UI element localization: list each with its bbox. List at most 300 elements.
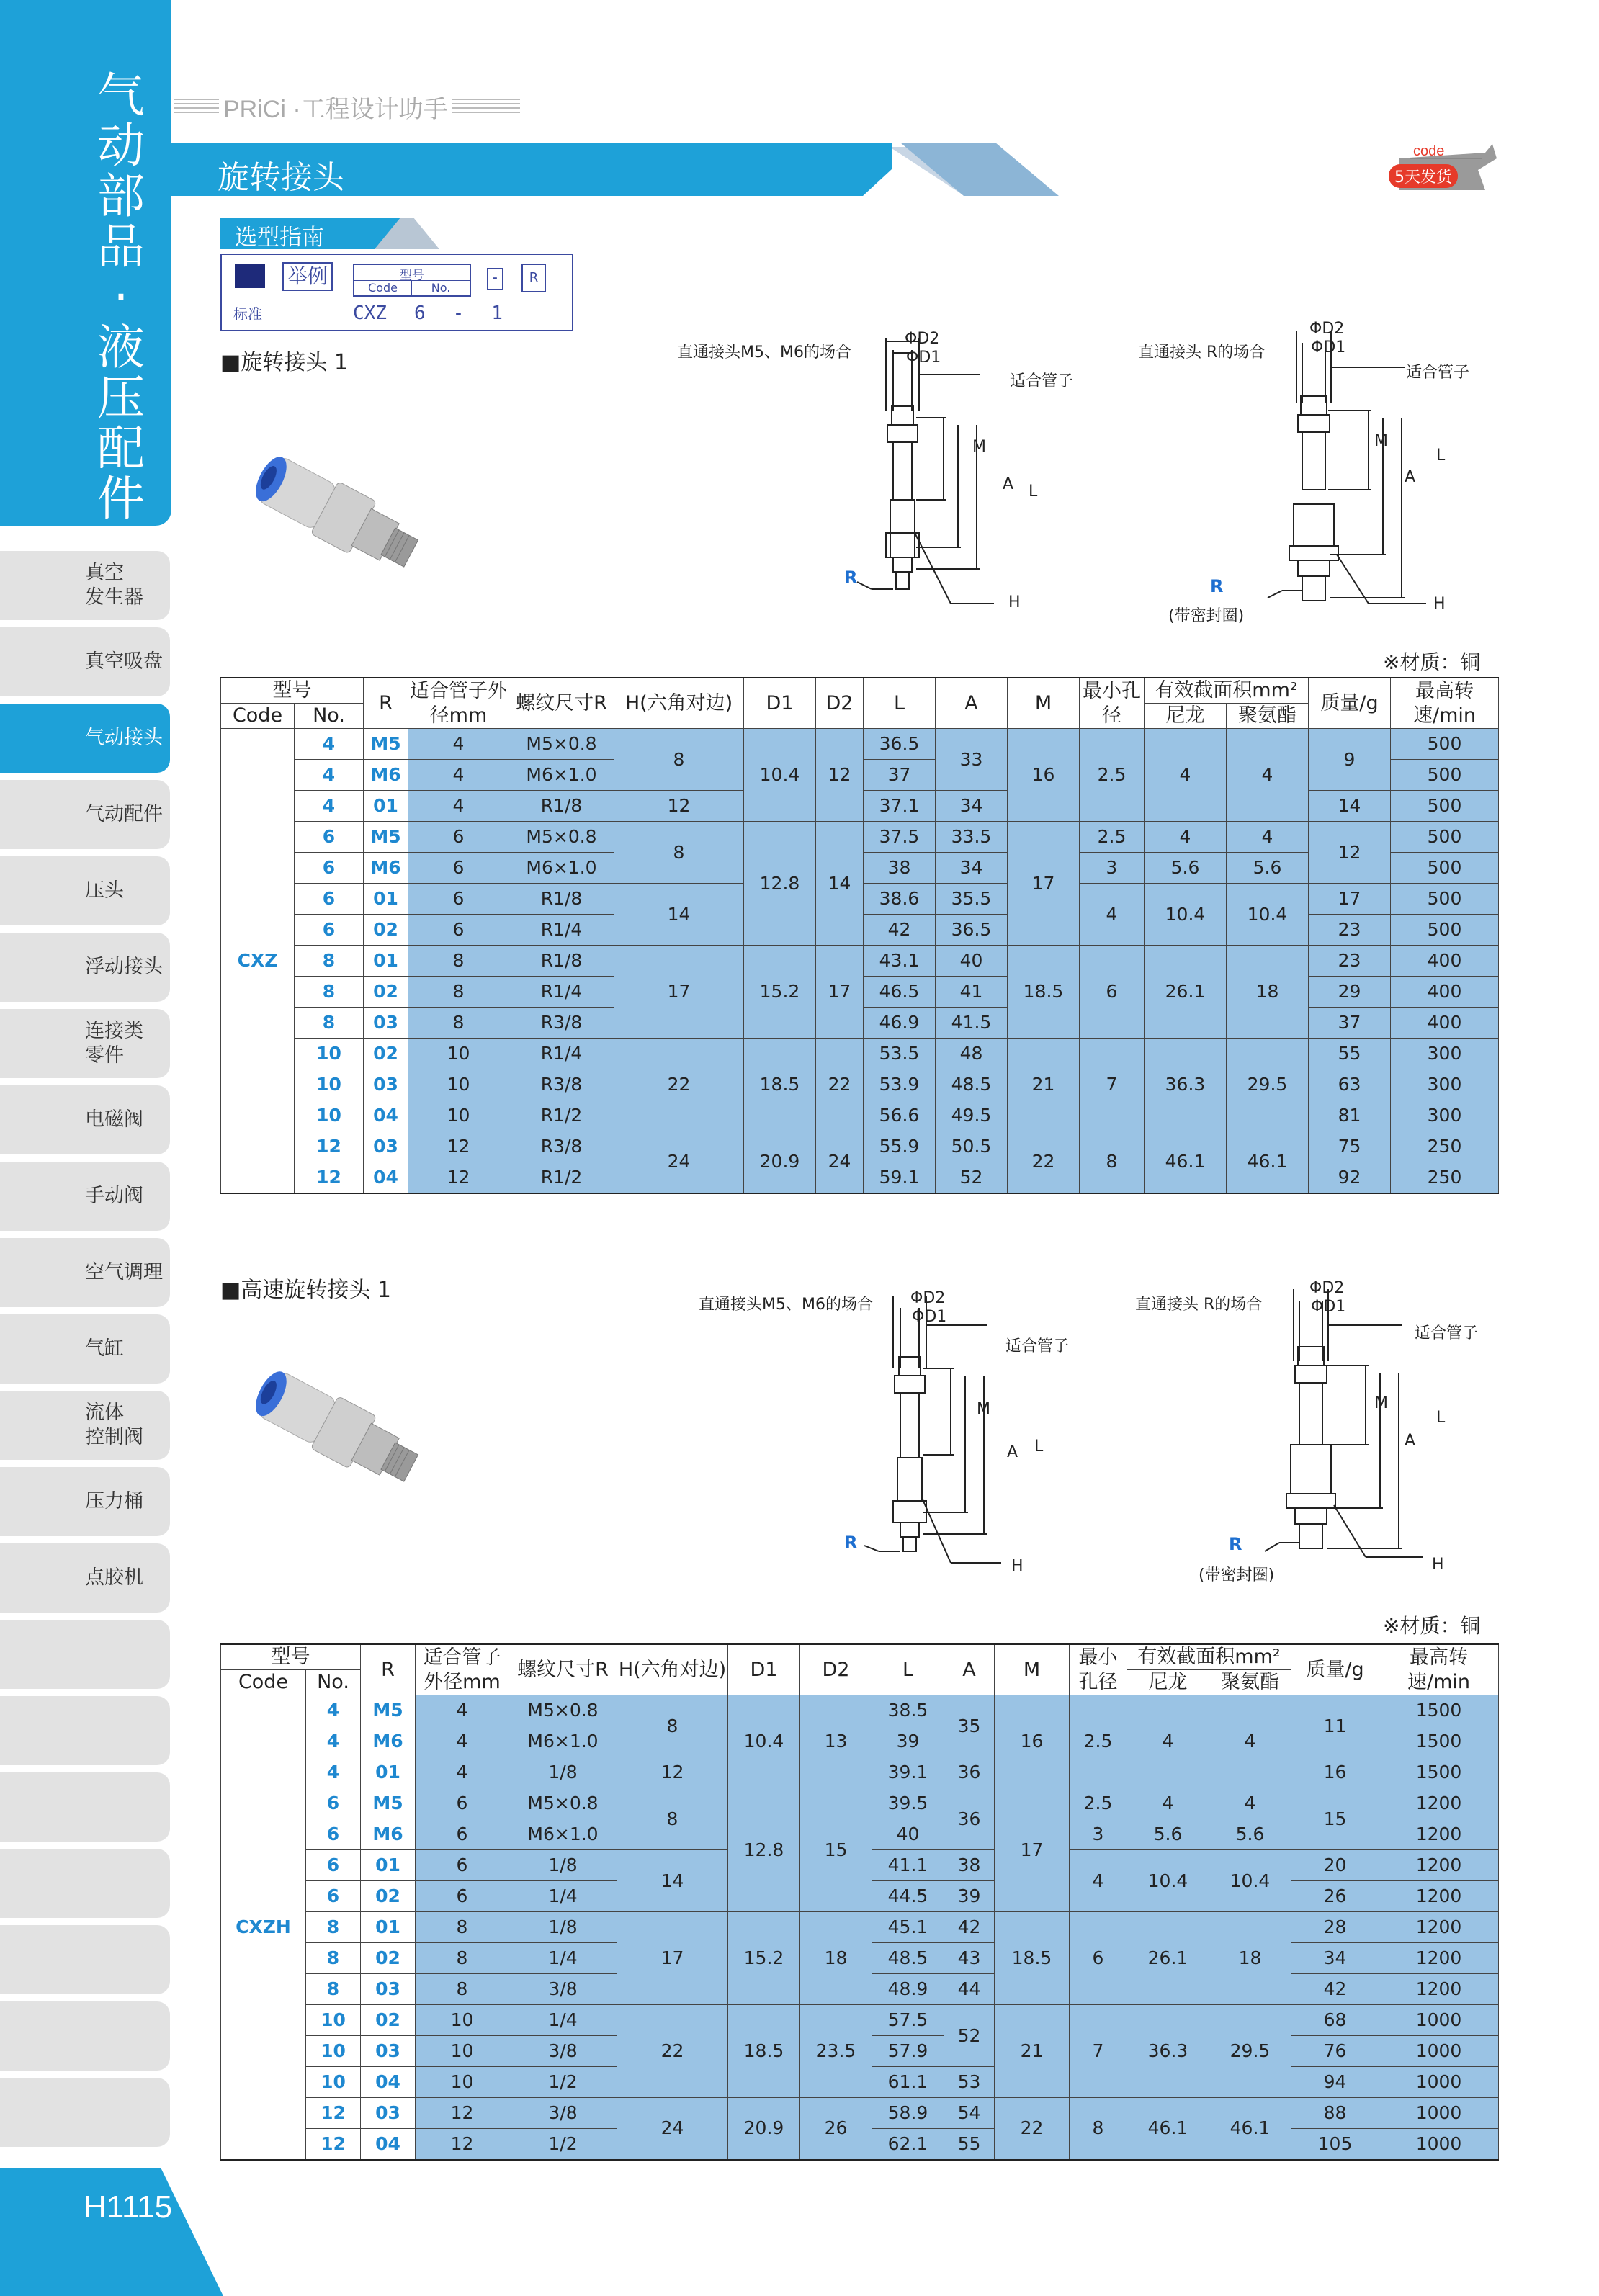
- s1-cell-a: 35.5: [936, 884, 1008, 915]
- sidebar-item-dispenser[interactable]: 点胶机: [0, 1543, 170, 1613]
- s2-cell-no: 10: [306, 2067, 361, 2098]
- s2r-m-label: M: [1374, 1394, 1388, 1412]
- s2-cell-d1: 20.9: [728, 2098, 800, 2160]
- s2-cell-thread: 3/8: [509, 2098, 617, 2129]
- s1r-l-label: L: [1436, 447, 1446, 465]
- s1-cell-l: 37.1: [864, 791, 936, 822]
- hdr-no: No.: [295, 704, 364, 729]
- hdr-speed: 最高转速/min: [1379, 1644, 1499, 1695]
- s2-cell-speed: 1200: [1379, 1974, 1499, 2005]
- s1-cell-thread: R1/8: [509, 946, 614, 977]
- example-model-box: [353, 264, 471, 297]
- hdr-nylon: 尼龙: [1127, 1670, 1209, 1695]
- s2-cell-d1: 10.4: [728, 1695, 800, 1788]
- s1-cell-tube: 6: [408, 853, 509, 884]
- s1-cell-thread: M5×0.8: [509, 729, 614, 760]
- s2-cell-no: 6: [306, 1819, 361, 1850]
- table-row: [221, 1912, 1499, 1943]
- s2-cell-mass: 20: [1291, 1850, 1379, 1881]
- s2-cell-speed: 1000: [1379, 2005, 1499, 2036]
- s1-cell-tube: 6: [408, 915, 509, 946]
- s1-cell-l: 55.9: [864, 1131, 936, 1162]
- s1-cell-nylon: 26.1: [1145, 946, 1227, 1039]
- s1-cell-mass: 29: [1309, 977, 1391, 1008]
- s2-cell-h: 8: [617, 1788, 728, 1850]
- s2-cell-a: 36: [944, 1788, 995, 1850]
- hdr-pu: 聚氨酯: [1227, 704, 1309, 729]
- s2-cell-a: 55: [944, 2129, 995, 2160]
- hdr-h: H(六角对边): [614, 678, 744, 729]
- sidebar-item-blank: [0, 1696, 170, 1765]
- hdr-m: M: [1008, 678, 1080, 729]
- s2-cell-mass: 94: [1291, 2067, 1379, 2098]
- s2-cell-no: 4: [306, 1757, 361, 1788]
- s1-cell-a: 40: [936, 946, 1008, 977]
- s1-cell-pu: 4: [1227, 822, 1309, 853]
- s1-cell-mass: 75: [1309, 1131, 1391, 1162]
- s1-cell-thread: M6×1.0: [509, 760, 614, 791]
- s1-cell-tube: 8: [408, 977, 509, 1008]
- s1-cell-r: M5: [364, 822, 408, 853]
- example-code: CXZ: [353, 302, 387, 324]
- s2-cell-speed: 1200: [1379, 1788, 1499, 1819]
- s1-cell-thread: R1/4: [509, 915, 614, 946]
- s2-cell-thread: M5×0.8: [509, 1695, 617, 1726]
- hdr-l: L: [864, 678, 936, 729]
- s2-cell-thread: 1/4: [509, 1881, 617, 1912]
- s2-cell-a: 44: [944, 1974, 995, 2005]
- s2-cell-tube: 4: [416, 1695, 509, 1726]
- hdr-model: 型号: [221, 1644, 361, 1670]
- s1-cell-mass: 12: [1309, 822, 1391, 884]
- s1-cell-m: 22: [1008, 1131, 1080, 1193]
- s1-drawing-m: [836, 324, 1052, 612]
- s1-cell-r: 02: [364, 915, 408, 946]
- s2-cell-l: 61.1: [872, 2067, 944, 2098]
- s2-cell-thread: M6×1.0: [509, 1819, 617, 1850]
- s2-cell-speed: 1200: [1379, 1912, 1499, 1943]
- s2-cell-d2: 13: [800, 1695, 872, 1788]
- s2-cell-r: 02: [361, 1943, 416, 1974]
- s1-cell-r: 03: [364, 1069, 408, 1100]
- s1-cell-r: 02: [364, 1039, 408, 1069]
- hdr-no: No.: [306, 1670, 361, 1695]
- sidebar-category-label: 气动部品·液压配件: [97, 68, 145, 526]
- sidebar-item-manual-valve[interactable]: 手动阀: [0, 1162, 170, 1231]
- s1-table-body: [221, 729, 1499, 1193]
- s2-cell-d2: 26: [800, 2098, 872, 2160]
- s2-cell-thread: M5×0.8: [509, 1788, 617, 1819]
- s1-cell-no: 6: [295, 822, 364, 853]
- s1-cell-speed: 250: [1391, 1162, 1499, 1193]
- hdr-d2: D2: [800, 1644, 872, 1695]
- s1-cell-hole: 2.5: [1080, 729, 1145, 822]
- s2-l-label: L: [1034, 1438, 1044, 1456]
- s1-cell-mass: 23: [1309, 915, 1391, 946]
- s2-cell-r: 04: [361, 2067, 416, 2098]
- s1-cell-d1: 12.8: [744, 822, 816, 946]
- r-label: R: [521, 264, 546, 292]
- s1-cell-nylon: 5.6: [1145, 853, 1227, 884]
- s2-cell-l: 44.5: [872, 1881, 944, 1912]
- s2-cell-nylon: 46.1: [1127, 2098, 1209, 2160]
- s1-cell-a: 33.5: [936, 822, 1008, 853]
- s2-cell-nylon: 36.3: [1127, 2005, 1209, 2098]
- sidebar-item-pneumatic-fitting[interactable]: 气动接头: [0, 704, 170, 773]
- s1-cell-thread: R3/8: [509, 1008, 614, 1039]
- s1-m-label: M: [972, 438, 986, 456]
- s2-cell-tube: 10: [416, 2067, 509, 2098]
- s1-cell-d1: 15.2: [744, 946, 816, 1039]
- s2-caption-m: 直通接头M5、M6的场合: [699, 1296, 873, 1314]
- s2-cell-r: 04: [361, 2129, 416, 2160]
- hdr-speed: 最高转速/min: [1391, 678, 1499, 729]
- s2-cell-thread: M6×1.0: [509, 1726, 617, 1757]
- hdr-pu: 聚氨酯: [1209, 1670, 1291, 1695]
- s1-cell-a: 34: [936, 791, 1008, 822]
- s1-cell-d2: 24: [816, 1131, 864, 1193]
- s2-cell-pu: 46.1: [1209, 2098, 1291, 2160]
- hdr-h: H(六角对边): [617, 1644, 728, 1695]
- sidebar-item-floating-joint[interactable]: 浮动接头: [0, 933, 170, 1002]
- s1-cell-speed: 400: [1391, 946, 1499, 977]
- s1-cell-hole: 3: [1080, 853, 1145, 884]
- s1-cell-thread: R1/8: [509, 884, 614, 915]
- hdr-area: 有效截面积mm²: [1145, 678, 1309, 704]
- s2-r-label: R: [844, 1533, 858, 1553]
- s2r-r-label: R: [1229, 1534, 1242, 1554]
- hdr-thread: 螺纹尺寸R: [509, 1644, 617, 1695]
- s1-cell-m: 17: [1008, 822, 1080, 946]
- s1r-r-label: R: [1210, 576, 1224, 596]
- s2-cell-a: 35: [944, 1695, 995, 1757]
- s1-cell-speed: 250: [1391, 1131, 1499, 1162]
- s1r-seal-label: (带密封圈): [1168, 607, 1245, 625]
- s1-cell-tube: 10: [408, 1100, 509, 1131]
- s2-cell-a: 43: [944, 1943, 995, 1974]
- s2-cell-mass: 16: [1291, 1757, 1379, 1788]
- table-row: [221, 1131, 1499, 1162]
- s2-cell-d2: 18: [800, 1912, 872, 2005]
- code-label: Code: [354, 281, 412, 295]
- s1-cell-no: 10: [295, 1100, 364, 1131]
- s1-cell-r: 01: [364, 791, 408, 822]
- s2-cell-no: 10: [306, 2036, 361, 2067]
- s2-cell-thread: 3/8: [509, 1974, 617, 2005]
- s1-cell-no: 10: [295, 1039, 364, 1069]
- s1-cell-l: 37.5: [864, 822, 936, 853]
- s1-cell-l: 38: [864, 853, 936, 884]
- s2-cell-no: 8: [306, 1943, 361, 1974]
- s1-cell-r: 04: [364, 1162, 408, 1193]
- s2-cell-l: 41.1: [872, 1850, 944, 1881]
- s1-cell-hole: 2.5: [1080, 822, 1145, 853]
- example-label: 举例: [282, 262, 333, 291]
- s2r-h-label: H: [1432, 1556, 1444, 1574]
- sidebar-item-blank: [0, 1772, 170, 1842]
- s1-cell-l: 56.6: [864, 1100, 936, 1131]
- hdr-a: A: [944, 1644, 995, 1695]
- s2-caption-r: 直通接头 R的场合: [1135, 1296, 1263, 1314]
- sidebar-item-vacuum-cup[interactable]: 真空吸盘: [0, 627, 170, 696]
- s1-cell-tube: 8: [408, 1008, 509, 1039]
- s1-cell-pu: 46.1: [1227, 1131, 1309, 1193]
- s1-cell-l: 46.9: [864, 1008, 936, 1039]
- s1-d2-label: ΦD2: [905, 330, 940, 348]
- s2-cell-a: 53: [944, 2067, 995, 2098]
- s1-cell-no: 8: [295, 977, 364, 1008]
- hdr-r: R: [364, 678, 408, 729]
- s2-cell-tube: 8: [416, 1974, 509, 2005]
- s1-cell-d1: 10.4: [744, 729, 816, 822]
- s1-cell-nylon: 46.1: [1145, 1131, 1227, 1193]
- s1-cell-mass: 17: [1309, 884, 1391, 915]
- s2-cell-pu: 29.5: [1209, 2005, 1291, 2098]
- hdr-nylon: 尼龙: [1145, 704, 1227, 729]
- s1-cell-a: 50.5: [936, 1131, 1008, 1162]
- s2-cell-thread: 1/4: [509, 2005, 617, 2036]
- s1-pipe-label: 适合管子: [1010, 372, 1074, 390]
- s1-cell-nylon: 10.4: [1145, 884, 1227, 946]
- s2-cell-r: 03: [361, 1974, 416, 2005]
- s1-cell-a: 49.5: [936, 1100, 1008, 1131]
- hdr-code: Code: [221, 704, 295, 729]
- sidebar-item-pressure-tank[interactable]: 压力桶: [0, 1467, 170, 1536]
- s2-cell-a: 52: [944, 2005, 995, 2067]
- no-label: No.: [431, 281, 451, 295]
- s2-cell-mass: 76: [1291, 2036, 1379, 2067]
- sidebar-item-fluid-control-valve[interactable]: 流体 控制阀: [0, 1391, 170, 1460]
- s2-cell-d1: 15.2: [728, 1912, 800, 2005]
- table-row: [221, 729, 1499, 760]
- s2-cell-hole: 2.5: [1070, 1788, 1127, 1819]
- s2-cell-r: M5: [361, 1695, 416, 1726]
- s1-cell-nylon: 36.3: [1145, 1039, 1227, 1131]
- section1-title: ■旋转接头 1: [220, 350, 348, 375]
- s1-cell-speed: 500: [1391, 729, 1499, 760]
- s2-cell-nylon: 26.1: [1127, 1912, 1209, 2005]
- guide-example-box: [220, 254, 573, 331]
- s1-cell-pu: 4: [1227, 729, 1309, 822]
- s1-cell-mass: 92: [1309, 1162, 1391, 1193]
- badge-code: code: [1413, 143, 1445, 159]
- s2-cell-tube: 6: [416, 1819, 509, 1850]
- s2-cell-no: 4: [306, 1695, 361, 1726]
- s2r-d2-label: ΦD2: [1309, 1279, 1345, 1297]
- s2-cell-m: 21: [995, 2005, 1070, 2098]
- standard-label: 标准: [233, 305, 262, 323]
- s2-cell-r: M5: [361, 1788, 416, 1819]
- s2-cell-h: 8: [617, 1695, 728, 1757]
- s2-cell-l: 62.1: [872, 2129, 944, 2160]
- s2r-d1-label: ΦD1: [1311, 1298, 1346, 1316]
- s2-cell-a: 39: [944, 1881, 995, 1912]
- s2-cell-pu: 4: [1209, 1788, 1291, 1819]
- s2-cell-tube: 8: [416, 1912, 509, 1943]
- s1-r-label: R: [844, 568, 858, 588]
- s2-cell-a: 38: [944, 1850, 995, 1881]
- s2-table-body: [221, 1695, 1499, 2160]
- s2-cell-speed: 1000: [1379, 2036, 1499, 2067]
- s1-cell-speed: 400: [1391, 1008, 1499, 1039]
- s1-cell-r: 03: [364, 1008, 408, 1039]
- s1-cell-no: 12: [295, 1162, 364, 1193]
- s1-cell-speed: 300: [1391, 1069, 1499, 1100]
- s1-cell-mass: 63: [1309, 1069, 1391, 1100]
- dash-label: -: [487, 268, 503, 290]
- s2r-pipe-label: 适合管子: [1415, 1324, 1479, 1342]
- s1-cell-hole: 4: [1080, 884, 1145, 946]
- s2-cell-thread: 1/2: [509, 2067, 617, 2098]
- sidebar-item-air-conditioning[interactable]: 空气调理: [0, 1238, 170, 1307]
- s2-a-label: A: [1007, 1443, 1018, 1461]
- s2-cell-h: 22: [617, 2005, 728, 2098]
- sidebar-item-connector-parts[interactable]: 连接类 零件: [0, 1009, 170, 1078]
- s2-cell-speed: 1200: [1379, 1943, 1499, 1974]
- s1-cell-tube: 10: [408, 1069, 509, 1100]
- s2-cell-l: 38.5: [872, 1695, 944, 1726]
- s1-cell-mass: 23: [1309, 946, 1391, 977]
- s1-caption-m: 直通接头M5、M6的场合: [677, 344, 851, 362]
- s1r-d2-label: ΦD2: [1309, 320, 1345, 338]
- s1-cell-hole: 6: [1080, 946, 1145, 1039]
- s2-cell-thread: 1/8: [509, 1850, 617, 1881]
- s1-cell-hole: 8: [1080, 1131, 1145, 1193]
- s2-cell-mass: 11: [1291, 1695, 1379, 1757]
- s2-cell-l: 58.9: [872, 2098, 944, 2129]
- s1-spec-table: [220, 677, 1499, 1194]
- sidebar-item-blank: [0, 1620, 170, 1689]
- s2-cell-no: 12: [306, 2129, 361, 2160]
- s2-cell-l: 39.1: [872, 1757, 944, 1788]
- s1-cell-mass: 55: [1309, 1039, 1391, 1069]
- section2-title: ■高速旋转接头 1: [220, 1278, 391, 1303]
- s2-cell-tube: 6: [416, 1850, 509, 1881]
- s2-cell-l: 57.5: [872, 2005, 944, 2036]
- hdr-code: Code: [221, 1670, 306, 1695]
- table-row: [221, 1039, 1499, 1069]
- s2-cell-d1: 18.5: [728, 2005, 800, 2098]
- page-title: 旋转接头: [218, 159, 344, 196]
- sidebar-item-pneumatic-accessory[interactable]: 气动配件: [0, 780, 170, 849]
- s2-cell-mass: 105: [1291, 2129, 1379, 2160]
- s1-cell-thread: R1/4: [509, 977, 614, 1008]
- s1-cell-no: 6: [295, 884, 364, 915]
- s1-cell-l: 37: [864, 760, 936, 791]
- s2-cell-r: 03: [361, 2036, 416, 2067]
- s2-cell-h: 14: [617, 1850, 728, 1912]
- s2-cell-m: 22: [995, 2098, 1070, 2160]
- s1-cell-d1: 18.5: [744, 1039, 816, 1131]
- s2-cell-speed: 1200: [1379, 1819, 1499, 1850]
- s2-cell-r: M6: [361, 1819, 416, 1850]
- s1-cell-l: 38.6: [864, 884, 936, 915]
- brand-title: PRiCi ·工程设计助手: [219, 89, 452, 125]
- s1-cell-thread: R1/4: [509, 1039, 614, 1069]
- s2-cell-r: 02: [361, 1881, 416, 1912]
- s1-cell-thread: R1/2: [509, 1162, 614, 1193]
- s1-cell-l: 46.5: [864, 977, 936, 1008]
- s1-cell-nylon: 4: [1145, 822, 1227, 853]
- s2r-a-label: A: [1405, 1432, 1416, 1450]
- s2-cell-m: 18.5: [995, 1912, 1070, 2005]
- s1-cell-r: 03: [364, 1131, 408, 1162]
- s2-cell-no: 6: [306, 1881, 361, 1912]
- s1-l-label: L: [1029, 483, 1038, 501]
- sidebar-item-cylinder[interactable]: 气缸: [0, 1314, 170, 1384]
- sidebar-item-solenoid-valve[interactable]: 电磁阀: [0, 1085, 170, 1154]
- hdr-area: 有效截面积mm²: [1127, 1644, 1291, 1670]
- s2-code-cell: CXZH: [221, 1695, 306, 2160]
- s1-cell-d1: 20.9: [744, 1131, 816, 1193]
- s2-cell-nylon: 5.6: [1127, 1819, 1209, 1850]
- s1-caption-r: 直通接头 R的场合: [1138, 344, 1266, 362]
- s2-cell-thread: 1/8: [509, 1757, 617, 1788]
- s1r-m-label: M: [1374, 432, 1388, 450]
- hdr-r: R: [361, 1644, 416, 1695]
- model-label: 型号: [354, 265, 470, 281]
- example-r: 1: [491, 302, 503, 324]
- sidebar-item-blank: [0, 1925, 170, 1994]
- s1-cell-thread: R3/8: [509, 1131, 614, 1162]
- hdr-hole: 最小孔径: [1080, 678, 1145, 729]
- s1-cell-m: 18.5: [1008, 946, 1080, 1039]
- s1-cell-r: 04: [364, 1100, 408, 1131]
- table-row: [221, 1695, 1499, 1726]
- s1-cell-r: M6: [364, 760, 408, 791]
- s1-cell-pu: 29.5: [1227, 1039, 1309, 1131]
- s1-cell-h: 8: [614, 729, 744, 791]
- sidebar-item-press-head[interactable]: 压头: [0, 856, 170, 925]
- s2-h-label: H: [1011, 1557, 1024, 1575]
- badge-ship-days: 5天发货: [1389, 164, 1458, 188]
- s1-cell-l: 53.9: [864, 1069, 936, 1100]
- s1-cell-r: 02: [364, 977, 408, 1008]
- s1-cell-no: 8: [295, 946, 364, 977]
- s2-cell-hole: 2.5: [1070, 1695, 1127, 1788]
- page-number-tab: [0, 2168, 223, 2296]
- sidebar-item-vacuum-generator[interactable]: 真空 发生器: [0, 551, 170, 620]
- s2-cell-mass: 34: [1291, 1943, 1379, 1974]
- s2-cell-pu: 10.4: [1209, 1850, 1291, 1912]
- s2-cell-speed: 1500: [1379, 1726, 1499, 1757]
- s2-cell-l: 57.9: [872, 2036, 944, 2067]
- s1-cell-d2: 22: [816, 1039, 864, 1131]
- s2-cell-l: 45.1: [872, 1912, 944, 1943]
- s2-cell-d2: 15: [800, 1788, 872, 1912]
- table-row: [221, 822, 1499, 853]
- s2-cell-speed: 1200: [1379, 1850, 1499, 1881]
- s1-cell-tube: 4: [408, 729, 509, 760]
- hdr-l: L: [872, 1644, 944, 1695]
- s1-cell-r: 01: [364, 946, 408, 977]
- s1-cell-tube: 6: [408, 884, 509, 915]
- s2-cell-mass: 88: [1291, 2098, 1379, 2129]
- s1-cell-h: 8: [614, 822, 744, 884]
- s2-cell-speed: 1500: [1379, 1757, 1499, 1788]
- s1-cell-mass: 81: [1309, 1100, 1391, 1131]
- s1-cell-pu: 5.6: [1227, 853, 1309, 884]
- s1-cell-a: 48: [936, 1039, 1008, 1069]
- s2-cell-l: 48.5: [872, 1943, 944, 1974]
- s2-cell-m: 16: [995, 1695, 1070, 1788]
- s2-cell-l: 40: [872, 1819, 944, 1850]
- s1-cell-a: 52: [936, 1162, 1008, 1193]
- s1-cell-l: 43.1: [864, 946, 936, 977]
- monitor-icon: [235, 264, 265, 288]
- sidebar-item-blank: [0, 2078, 170, 2147]
- s1-code-cell: CXZ: [221, 729, 295, 1193]
